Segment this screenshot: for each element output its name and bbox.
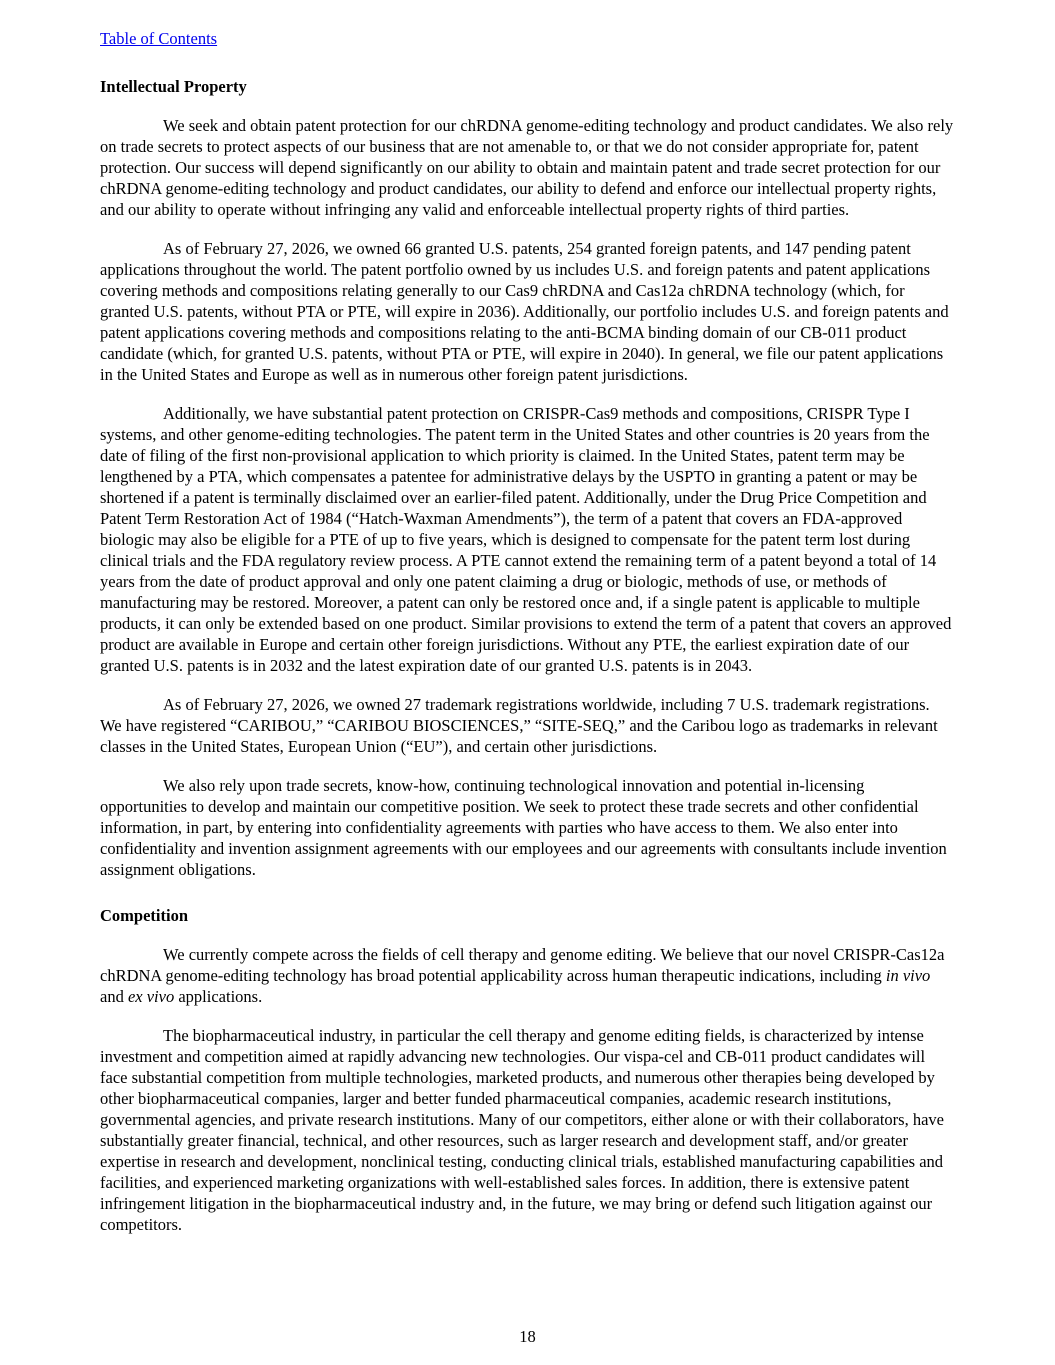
- paragraph: [100, 403, 955, 676]
- text-segment: As of February 27, 2026, we owned 66 granted U.S. patents, 254 granted foreign patents, and 147 pending patent applications throughout the world. The patent portfolio owned by us includes U.S. and foreign patents and patent applications covering methods and compositions relating generally to our Cas9 chRDNA and Cas12a chRDNA technology (which, for granted U.S. patents, without PTA or PTE, will expire in 2036). Additionally, our portfolio includes U.S. and foreign patents and patent applications covering methods and compositions relating to the anti-BCMA binding domain of our CB-011 product candidate (which, for granted U.S. patents, without PTA or PTE, will expire in 2040). In general, we file our patent applications in the United States and Europe as well as in numerous other foreign patent jurisdictions.: [100, 239, 949, 384]
- table-of-contents-link[interactable]: Table of Contents: [100, 29, 218, 48]
- toc-link-row: [100, 28, 955, 49]
- text-segment: As of February 27, 2026, we owned 27 trademark registrations worldwide, including 7 U.S. trademark registrations. We have registered “CARIBOU,” “CARIBOU BIOSCIENCES,” “SITE-SEQ,” and the Caribou logo as trademarks in relevant classes in the United States, European Union (“EU”), and certain other jurisdictions.: [100, 695, 938, 756]
- page-number: 18: [519, 1327, 536, 1346]
- paragraph: [100, 944, 955, 1007]
- document-body: [100, 51, 955, 1235]
- page-footer: [100, 1326, 955, 1347]
- text-segment: applications.: [174, 987, 263, 1006]
- section-heading-intellectual-property: Intellectual Property: [100, 77, 247, 96]
- text-segment: We also rely upon trade secrets, know-how, continuing technological innovation and potential in-licensing opportunities to develop and maintain our competitive position. We seek to protect these trade secrets and other confidential information, in part, by entering into confidentiality agreements with parties who have access to them. We also enter into confidentiality and invention assignment agreements with our employees and our agreements with consultants include invention assignment obligations.: [100, 776, 947, 879]
- italic-text-segment: ex vivo: [127, 987, 175, 1006]
- paragraph: [100, 115, 955, 220]
- text-segment: The biopharmaceutical industry, in particular the cell therapy and genome editing fields, is characterized by intense investment and competition aimed at rapidly advancing new technologies. Our vispa-cel and CB-011 product candidates will face substantial competition from multiple technologies, marketed products, and numerous other therapies being developed by other biopharmaceutical companies, larger and better funded pharmaceutical companies, academic research institutions, governmental agencies, and private research institutions. Many of our competitors, either alone or with their collaborators, have substantially greater financial, technical, and other resources, such as larger research and development staff, and/or greater expertise in research and development, nonclinical testing, conducting clinical trials, established manufacturing capabilities and facilities, and experienced marketing organizations with well-established sales forces. In addition, there is extensive patent infringement litigation in the biopharmaceutical industry and, in the future, we may bring or defend such litigation against our competitors.: [100, 1026, 944, 1234]
- text-segment: We currently compete across the fields of cell therapy and genome editing. We believe that our novel CRISPR-Cas12a chRDNA genome-editing technology has broad potential applicability across human therapeutic indications, including: [100, 945, 945, 985]
- text-segment: Additionally, we have substantial patent protection on CRISPR-Cas9 methods and compositions, CRISPR Type I systems, and other genome-editing technologies. The patent term in the United States and other countries is 20 years from the date of filing of the first non-provisional application to which priority is claimed. In the United States, patent term may be lengthened by a PTA, which compensates a patentee for administrative delays by the USPTO in granting a patent or may be shortened if a patent is terminally disclaimed over an earlier-filed patent. Additionally, under the Drug Price Competition and Patent Term Restoration Act of 1984 (“Hatch-Waxman Amendments”), the term of a patent that covers an FDA-approved biologic may also be eligible for a PTE of up to five years, which is designed to compensate for the patent term lost during clinical trials and the FDA regulatory review process. A PTE cannot extend the remaining term of a patent beyond a total of 14 years from the date of product approval and only one patent claiming a drug or biologic, methods of use, or methods of manufacturing may be restored. Moreover, a patent can only be restored once and, if a single patent is applicable to multiple products, it can only be extended based on one product. Similar provisions to extend the term of a patent that covers an approved product are available in Europe and certain other foreign jurisdictions. Without any PTE, the earliest expiration date of our granted U.S. patents is in 2032 and the latest expiration date of our granted U.S. patents is in 2043.: [100, 404, 952, 675]
- paragraph: [100, 694, 955, 757]
- text-segment: We seek and obtain patent protection for our chRDNA genome-editing technology and product candidates. We also rely on trade secrets to protect aspects of our business that are not amenable to, or that we do not consider appropriate for, patent protection. Our success will depend significantly on our ability to obtain and maintain patent and trade secret protection for our chRDNA genome-editing technology and product candidates, our ability to defend and enforce our intellectual property rights, and our ability to operate without infringing any valid and enforceable intellectual property rights of third parties.: [100, 116, 954, 219]
- paragraph: [100, 1025, 955, 1235]
- italic-text-segment: in vivo: [885, 966, 931, 985]
- paragraph: [100, 238, 955, 385]
- section-heading-competition: Competition: [100, 906, 188, 925]
- text-segment: and: [100, 987, 128, 1006]
- paragraph: [100, 775, 955, 880]
